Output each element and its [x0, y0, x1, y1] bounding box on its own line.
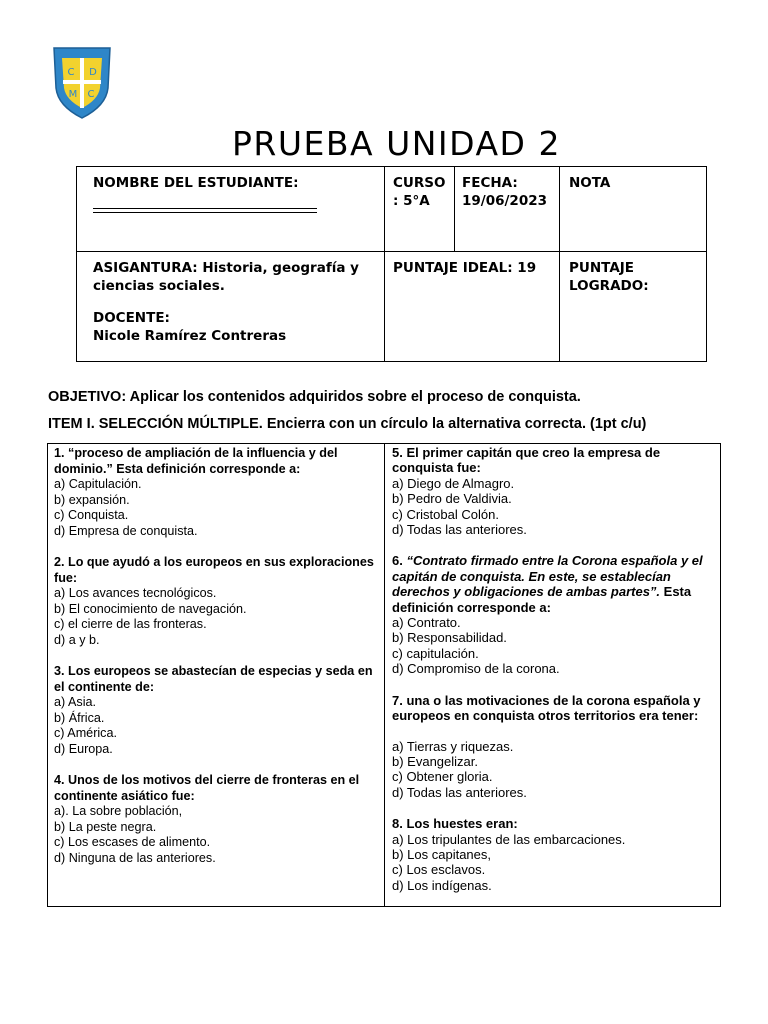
- date-value: 19/06/2023: [462, 193, 548, 209]
- question-8: [392, 816, 716, 893]
- question-prompt: Unos de los motivos del cierre de fronteras en el continente asiático fue:: [54, 773, 360, 803]
- answer-option[interactable]: d) Europa.: [54, 741, 113, 756]
- date-cell: [455, 167, 560, 252]
- question-text: [54, 664, 380, 695]
- student-name-cell: [77, 167, 385, 252]
- question-1: [54, 446, 380, 539]
- teacher-label: DOCENTE:: [93, 310, 170, 326]
- answer-option[interactable]: d) Todas las anteriores.: [392, 784, 527, 800]
- question-5: [392, 445, 716, 537]
- question-6: [392, 553, 716, 676]
- question-text: [392, 445, 716, 476]
- course-cell: [385, 167, 455, 252]
- question-prompt: Los europeos se abastecían de especias y seda en el continente de:: [54, 664, 373, 694]
- answer-option[interactable]: a). La sobre población,: [54, 804, 183, 818]
- answer-option[interactable]: c) América.: [54, 726, 117, 740]
- question-number: 6.: [392, 553, 403, 569]
- question-3: [54, 664, 380, 757]
- question-number: 7.: [392, 692, 403, 708]
- answer-option[interactable]: d) Compromiso de la corona.: [392, 661, 560, 677]
- question-prompt: Esta definición corresponde a:: [392, 584, 692, 615]
- answer-option[interactable]: d) Los indígenas.: [392, 877, 492, 893]
- teacher-name: Nicole Ramírez Contreras: [93, 328, 287, 344]
- answer-option[interactable]: a) Capitulación.: [54, 477, 142, 491]
- answer-option[interactable]: d) Empresa de conquista.: [54, 523, 198, 538]
- question-7: [392, 693, 716, 800]
- answer-option[interactable]: d) Todas las anteriores.: [392, 522, 527, 538]
- answer-option[interactable]: c) Obtener gloria.: [392, 769, 493, 785]
- question-text: [392, 553, 716, 615]
- question-text: [54, 555, 380, 586]
- answer-option[interactable]: c) Conquista.: [54, 508, 129, 522]
- answer-option[interactable]: c) Los escases de alimento.: [54, 835, 211, 849]
- question-prompt: una o las motivaciones de la corona española y europeos en conquista otros territorios era tener:: [392, 692, 701, 724]
- question-number: 3.: [54, 664, 65, 678]
- answer-option[interactable]: c) Cristobal Colón.: [392, 506, 499, 522]
- answer-option[interactable]: b) Los capitanes,: [392, 846, 492, 862]
- crest-letter: C: [67, 67, 75, 78]
- crest-letter: M: [68, 89, 78, 100]
- page-title: PRUEBA UNIDAD 2: [232, 124, 561, 163]
- course-value: : 5°A: [393, 193, 430, 209]
- ideal-score-cell: [385, 252, 560, 362]
- answer-option[interactable]: c) Los esclavos.: [392, 862, 486, 878]
- answer-option[interactable]: b) expansión.: [54, 492, 130, 507]
- question-quote: “Contrato firmado entre la Corona española y el capitán de conquista. En este, se establecían derechos y obligaciones de ambas partes”.: [392, 553, 703, 600]
- student-name-label: NOMBRE DEL ESTUDIANTE:: [93, 175, 299, 191]
- student-name-line-2[interactable]: [93, 212, 317, 213]
- question-text: [392, 693, 716, 724]
- question-prompt: Lo que ayudó a los europeos en sus exploraciones fue:: [54, 555, 374, 585]
- school-crest-logo: [50, 44, 114, 120]
- grade-cell: [560, 167, 707, 252]
- question-text: [54, 773, 380, 804]
- question-prompt: Los huestes eran:: [406, 816, 518, 832]
- grade-label: NOTA: [569, 175, 611, 191]
- question-2: [54, 555, 380, 648]
- questions-right-column: [385, 444, 720, 906]
- question-number: 5.: [392, 445, 403, 460]
- answer-option[interactable]: a) Los tripulantes de las embarcaciones.: [392, 831, 626, 847]
- student-name-line[interactable]: [93, 192, 317, 209]
- question-number: 8.: [392, 816, 403, 832]
- answer-option[interactable]: b) Evangelizar.: [392, 753, 478, 769]
- answer-option[interactable]: b) África.: [54, 710, 105, 725]
- answer-option[interactable]: b) Responsabilidad.: [392, 630, 507, 646]
- question-quote: “proceso de ampliación de la influencia y del dominio.”: [54, 446, 338, 476]
- achieved-score-cell: [560, 252, 707, 362]
- questions-left-column: [48, 444, 385, 906]
- course-label: CURSO: [393, 175, 446, 191]
- crest-letter: C: [87, 89, 95, 100]
- crest-letter: D: [89, 67, 97, 78]
- answer-option[interactable]: a) Asia.: [54, 695, 96, 709]
- answer-option[interactable]: a) Contrato.: [392, 615, 461, 631]
- subject-teacher-cell: [77, 252, 385, 362]
- subject-label: ASIGANTURA: Historia, geografía y ciencias sociales.: [93, 260, 359, 294]
- question-text: [392, 816, 716, 831]
- answer-option[interactable]: c) capitulación.: [392, 645, 479, 661]
- ideal-score-label: PUNTAJE IDEAL: 19: [393, 260, 537, 276]
- question-4: [54, 773, 380, 866]
- questions-box: [47, 443, 721, 907]
- answer-option[interactable]: d) Ninguna de las anteriores.: [54, 850, 216, 865]
- objective-text: OBJETIVO: Aplicar los contenidos adquiridos sobre el proceso de conquista.: [48, 389, 581, 405]
- question-number: 1.: [54, 446, 65, 460]
- achieved-score-label: PUNTAJE LOGRADO:: [569, 260, 649, 294]
- answer-option[interactable]: b) El conocimiento de navegación.: [54, 601, 247, 616]
- question-number: 2.: [54, 555, 65, 569]
- item-instructions: ITEM I. SELECCIÓN MÚLTIPLE. Encierra con un círculo la alternativa correcta. (1pt c/u): [48, 416, 647, 432]
- date-label: FECHA:: [462, 175, 518, 191]
- answer-option[interactable]: a) Tierras y riquezas.: [392, 738, 514, 754]
- question-text: [54, 446, 380, 477]
- student-info-table: [76, 166, 707, 362]
- question-prompt: Esta definición corresponde a:: [112, 461, 301, 476]
- question-prompt: El primer capitán que creo la empresa de conquista fue:: [392, 445, 661, 476]
- answer-option[interactable]: a) Diego de Almagro.: [392, 475, 515, 491]
- answer-option[interactable]: c) el cierre de las fronteras.: [54, 617, 207, 631]
- question-number: 4.: [54, 773, 65, 787]
- answer-option[interactable]: b) Pedro de Valdivia.: [392, 491, 512, 507]
- answer-option[interactable]: b) La peste negra.: [54, 819, 157, 834]
- answer-option[interactable]: d) a y b.: [54, 632, 100, 647]
- answer-option[interactable]: a) Los avances tecnológicos.: [54, 586, 217, 600]
